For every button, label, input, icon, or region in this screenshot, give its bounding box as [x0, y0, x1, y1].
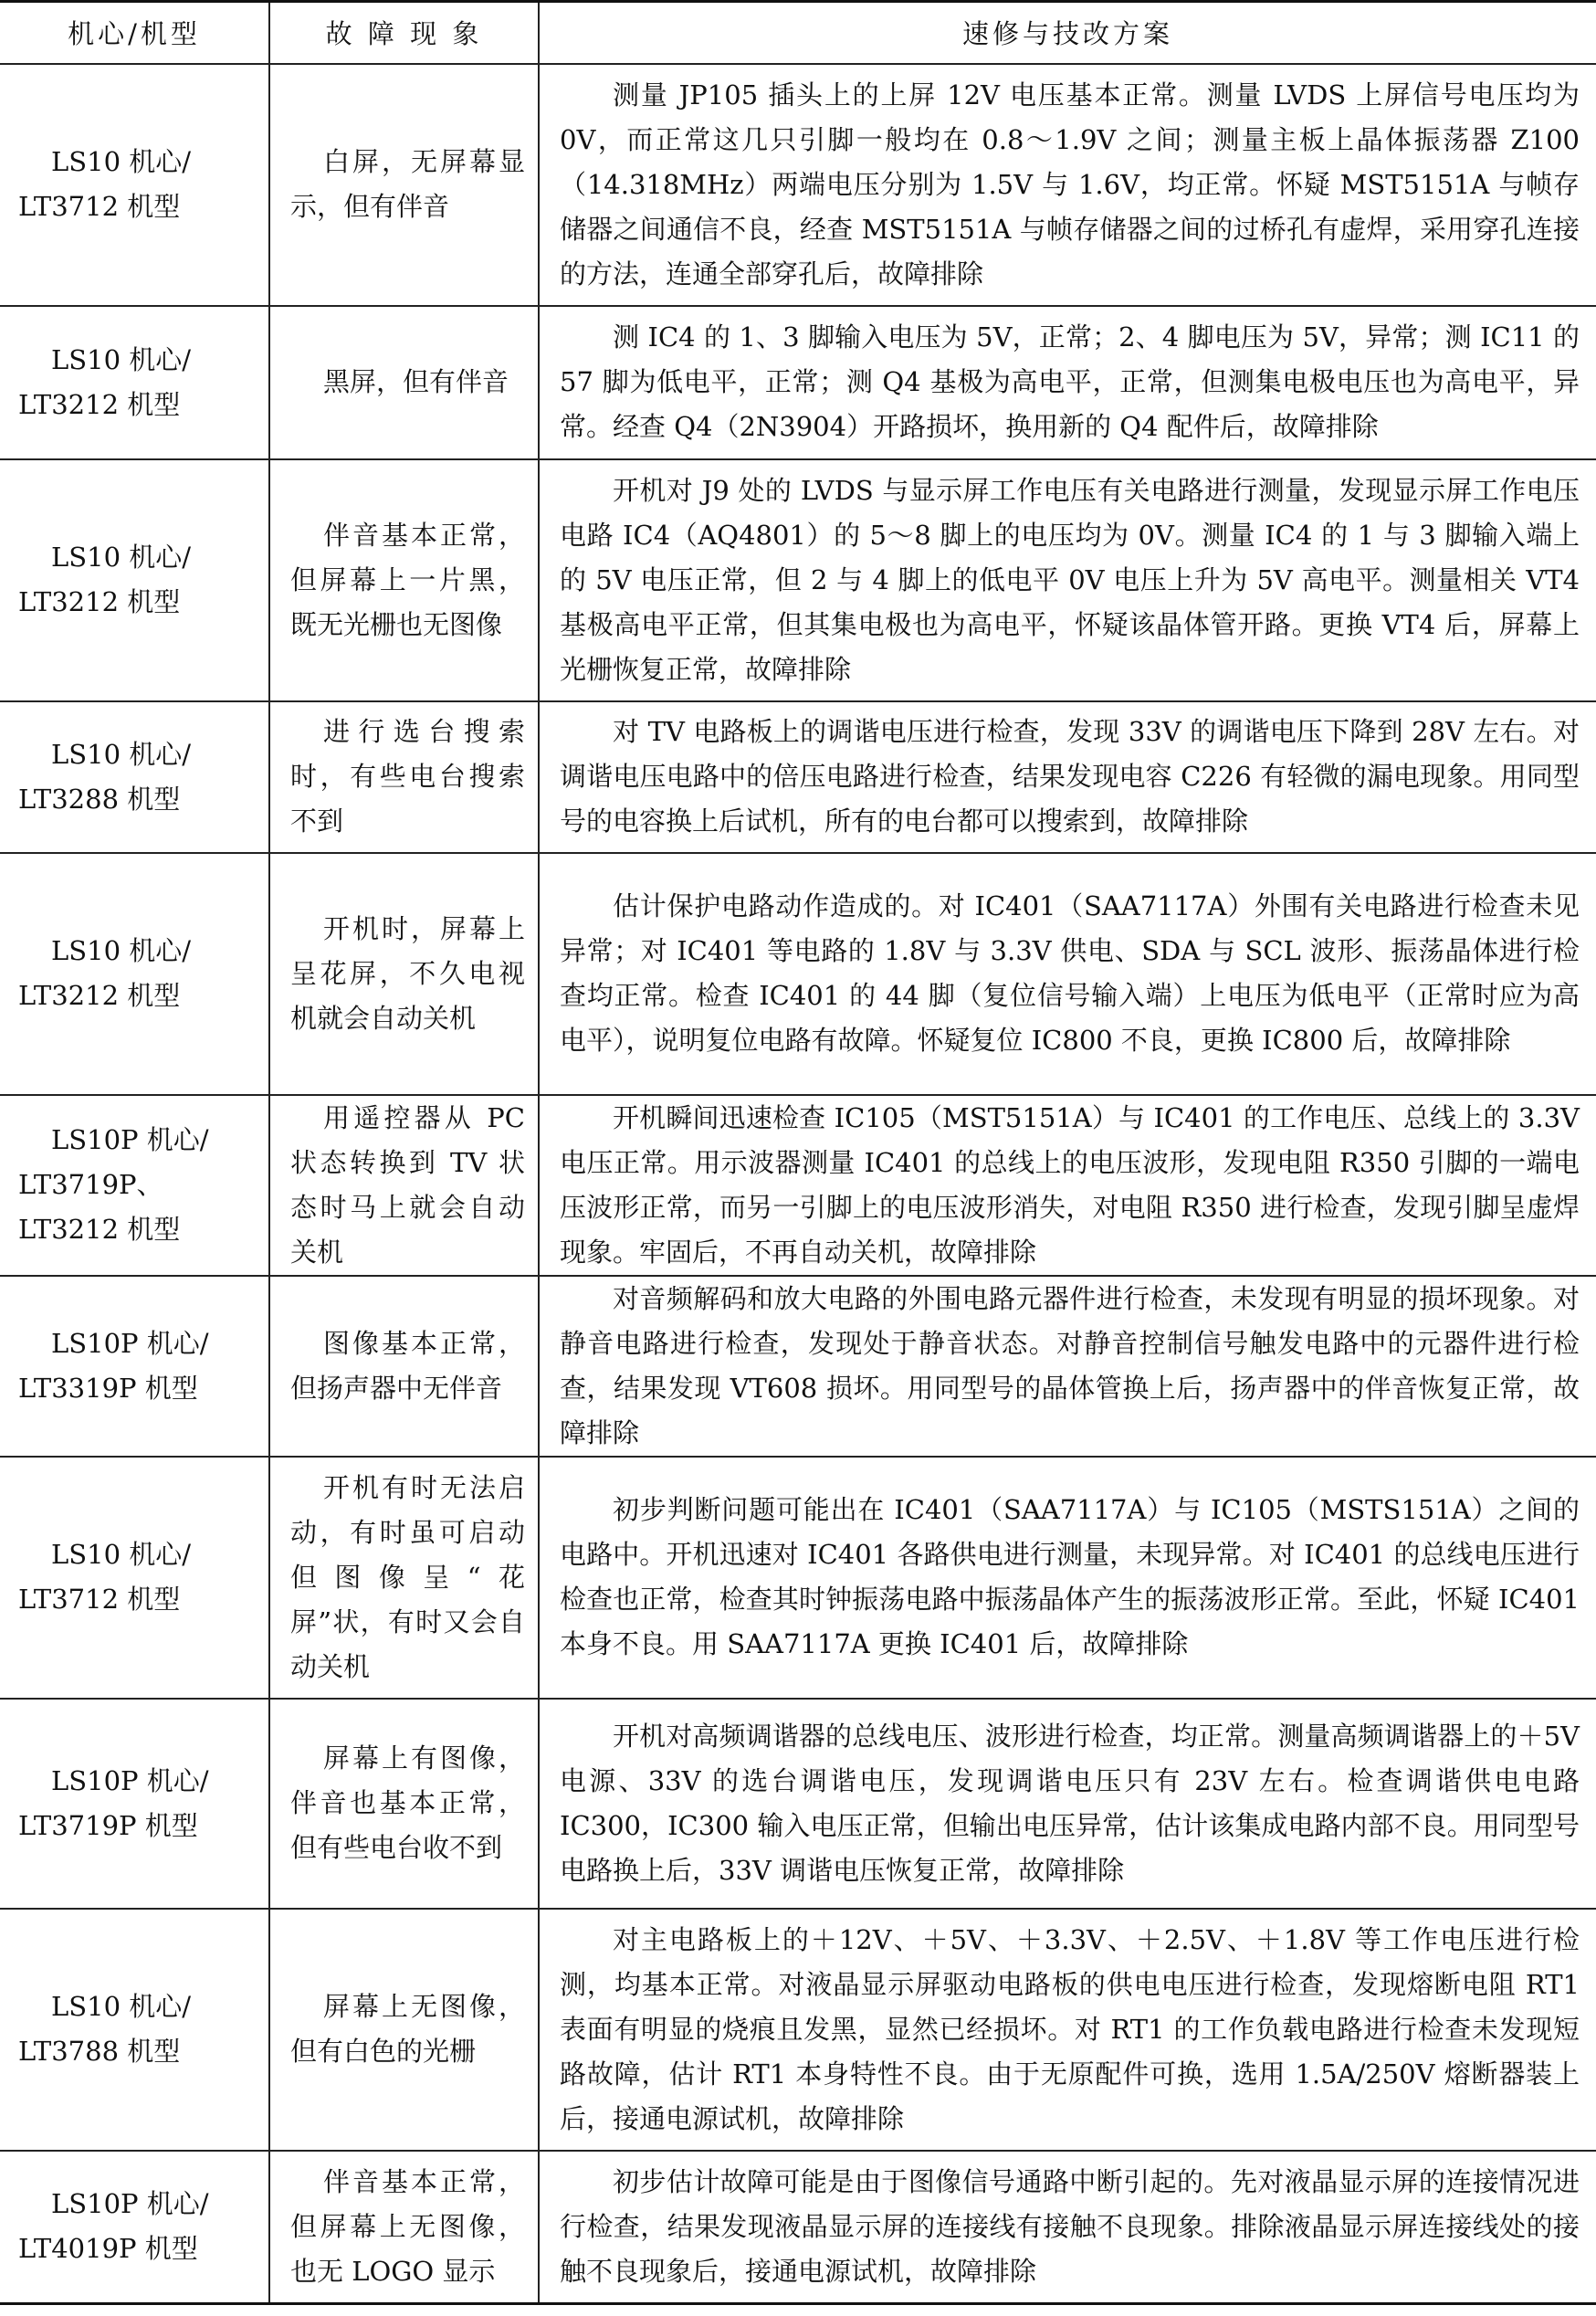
chassis-label: LS10 机心/	[51, 1991, 192, 2022]
table-row	[0, 1276, 1596, 1457]
fix-cell: 测量 JP105 插头上的上屏 12V 电压基本正常。测量 LVDS 上屏信号电压均为 0V，而正常这几只引脚一般均在 0.8～1.9V 之间；测量主板上晶体振荡器 Z100（14.318MHz）两端电压分别为 1.5V 与 1.6V，均正常。怀疑 MST5151A 与帧存储器之间通信不良，经查 MST5151A 与帧存储器之间的过桥孔有虚焊，采用穿孔连接的方法，连通全部穿孔后，故障排除	[539, 64, 1596, 306]
model-cell	[0, 853, 269, 1095]
header-fix: 速修与技改方案	[539, 2, 1596, 64]
header-model: 机心/机型	[0, 2, 269, 64]
fix-cell: 初步估计故障可能是由于图像信号通路中断引起的。先对液晶显示屏的连接情况进行检查，结果发现液晶显示屏的连接线有接触不良现象。排除液晶显示屏连接线处的接触不良现象后，接通电源试机，故障排除	[539, 2151, 1596, 2304]
table-row	[0, 1699, 1596, 1909]
chassis-label: LS10 机心/	[51, 738, 192, 770]
symptom-cell: 用遥控器从 PC 状态转换到 TV 状态时马上就会自动关机	[269, 1095, 539, 1276]
model-label: LT3288 机型	[18, 783, 181, 815]
fix-cell: 对主电路板上的＋12V、＋5V、＋3.3V、＋2.5V、＋1.8V 等工作电压进行检测，均基本正常。对液晶显示屏驱动电路板的供电电压进行检查，发现熔断电阻 RT1 表面有明显的烧痕且发黑，显然已经损坏。对 RT1 的工作负载电路进行检查未发现短路故障，估计 RT1 本身特性不良。由于无原配件可换，选用 1.5A/250V 熔断器装上后，接通电源试机，故障排除	[539, 1909, 1596, 2151]
model-label: LT3712 机型	[18, 191, 181, 222]
model-cell	[0, 1699, 269, 1909]
table-row	[0, 1095, 1596, 1276]
symptom-cell: 图像基本正常，但扬声器中无伴音	[269, 1276, 539, 1457]
fix-cell: 对音频解码和放大电路的外围电路元器件进行检查，未发现有明显的损坏现象。对静音电路进行检查，发现处于静音状态。对静音控制信号触发电路中的元器件进行检查，结果发现 VT608 损坏。用同型号的晶体管换上后，扬声器中的伴音恢复正常，故障排除	[539, 1276, 1596, 1457]
table-row	[0, 459, 1596, 701]
model-cell	[0, 64, 269, 306]
symptom-cell: 开机有时无法启动，有时虽可启动但图像呈“花屏”状，有时又会自动关机	[269, 1457, 539, 1699]
model-label: LT3319P 机型	[18, 1372, 198, 1404]
chassis-label: LS10 机心/	[51, 343, 192, 375]
model-label: LT4019P 机型	[18, 2233, 198, 2265]
table-row	[0, 2151, 1596, 2304]
model-cell	[0, 2151, 269, 2304]
symptom-cell: 白屏，无屏幕显示，但有伴音	[269, 64, 539, 306]
model-cell	[0, 1095, 269, 1276]
model-cell	[0, 459, 269, 701]
chassis-label: LS10 机心/	[51, 542, 192, 573]
model-cell	[0, 1909, 269, 2151]
fix-cell: 对 TV 电路板上的调谐电压进行检查，发现 33V 的调谐电压下降到 28V 左右。对调谐电压电路中的倍压电路进行检查，结果发现电容 C226 有轻微的漏电现象。用同型号的电容换上后试机，所有的电台都可以搜索到，故障排除	[539, 701, 1596, 853]
table-header-row	[0, 2, 1596, 64]
header-symptom: 故 障 现 象	[269, 2, 539, 64]
fix-cell: 初步判断问题可能出在 IC401（SAA7117A）与 IC105（MSTS151A）之间的电路中。开机迅速对 IC401 各路供电进行测量，未现异常。对 IC401 的总线电压进行检查也正常，检查其时钟振荡电路中振荡晶体产生的振荡波形正常。至此，怀疑 IC401 本身不良。用 SAA7117A 更换 IC401 后，故障排除	[539, 1457, 1596, 1699]
symptom-cell: 屏幕上无图像，但有白色的光栅	[269, 1909, 539, 2151]
chassis-label: LS10P 机心/	[51, 1327, 209, 1359]
fix-cell: 估计保护电路动作造成的。对 IC401（SAA7117A）外围有关电路进行检查未见异常；对 IC401 等电路的 1.8V 与 3.3V 供电、SDA 与 SCL 波形、振荡晶体进行检查均正常。检查 IC401 的 44 脚（复位信号输入端）上电压为低电平（正常时应为高电平），说明复位电路有故障。怀疑复位 IC800 不良，更换 IC800 后，故障排除	[539, 853, 1596, 1095]
symptom-cell: 伴音基本正常，但屏幕上一片黑，既无光栅也无图像	[269, 459, 539, 701]
model-label: LT3719P、LT3212 机型	[18, 1169, 181, 1245]
fix-cell: 开机瞬间迅速检查 IC105（MST5151A）与 IC401 的工作电压、总线上的 3.3V 电压正常。用示波器测量 IC401 的总线上的电压波形，发现电阻 R350 引脚的一端电压波形正常，而另一引脚上的电压波形消失，对电阻 R350 进行检查，发现引脚呈虚焊现象。牢固后，不再自动关机，故障排除	[539, 1095, 1596, 1276]
table-row	[0, 1909, 1596, 2151]
symptom-cell: 进行选台搜索时，有些电台搜索不到	[269, 701, 539, 853]
model-cell	[0, 1457, 269, 1699]
model-label: LT3712 机型	[18, 1584, 181, 1615]
chassis-label: LS10P 机心/	[51, 2188, 209, 2220]
model-label: LT3212 机型	[18, 586, 181, 617]
fix-cell: 开机对 J9 处的 LVDS 与显示屏工作电压有关电路进行测量，发现显示屏工作电压电路 IC4（AQ4801）的 5～8 脚上的电压均为 0V。测量 IC4 的 1 与 3 脚输入端上的 5V 电压正常，但 2 与 4 脚上的低电平 0V 电压上升为 5V 高电平。测量相关 VT4 基极高电平正常，但其集电极也为高电平，怀疑该晶体管开路。更换 VT4 后，屏幕上光栅恢复正常，故障排除	[539, 459, 1596, 701]
model-cell	[0, 306, 269, 459]
symptom-cell: 伴音基本正常，但屏幕上无图像，也无 LOGO 显示	[269, 2151, 539, 2304]
model-label: LT3212 机型	[18, 388, 181, 420]
table-row	[0, 701, 1596, 853]
chassis-label: LS10P 机心/	[51, 1124, 209, 1155]
symptom-cell: 屏幕上有图像，伴音也基本正常，但有些电台收不到	[269, 1699, 539, 1909]
model-label: LT3212 机型	[18, 980, 181, 1011]
symptom-cell: 黑屏，但有伴音	[269, 306, 539, 459]
model-label: LT3788 机型	[18, 2036, 181, 2067]
fix-cell: 测 IC4 的 1、3 脚输入电压为 5V，正常；2、4 脚电压为 5V，异常；测 IC11 的 57 脚为低电平，正常；测 Q4 基极为高电平，正常，但测集电极电压也为高电平，异常。经查 Q4（2N3904）开路损坏，换用新的 Q4 配件后，故障排除	[539, 306, 1596, 459]
table-row	[0, 1457, 1596, 1699]
model-label: LT3719P 机型	[18, 1809, 198, 1841]
symptom-cell: 开机时，屏幕上呈花屏，不久电视机就会自动关机	[269, 853, 539, 1095]
chassis-label: LS10P 机心/	[51, 1764, 209, 1796]
chassis-label: LS10 机心/	[51, 935, 192, 966]
table-row	[0, 306, 1596, 459]
model-cell	[0, 701, 269, 853]
chassis-label: LS10 机心/	[51, 146, 192, 177]
table-row	[0, 853, 1596, 1095]
table-row	[0, 64, 1596, 306]
fix-cell: 开机对高频调谐器的总线电压、波形进行检查，均正常。测量高频调谐器上的＋5V 电源、33V 的选台调谐电压，发现调谐电压只有 23V 左右。检查调谐供电电路 IC300，IC300 输入电压正常，但输出电压异常，估计该集成电路内部不良。用同型号电路换上后，33V 调谐电压恢复正常，故障排除	[539, 1699, 1596, 1909]
chassis-label: LS10 机心/	[51, 1539, 192, 1570]
model-cell	[0, 1276, 269, 1457]
